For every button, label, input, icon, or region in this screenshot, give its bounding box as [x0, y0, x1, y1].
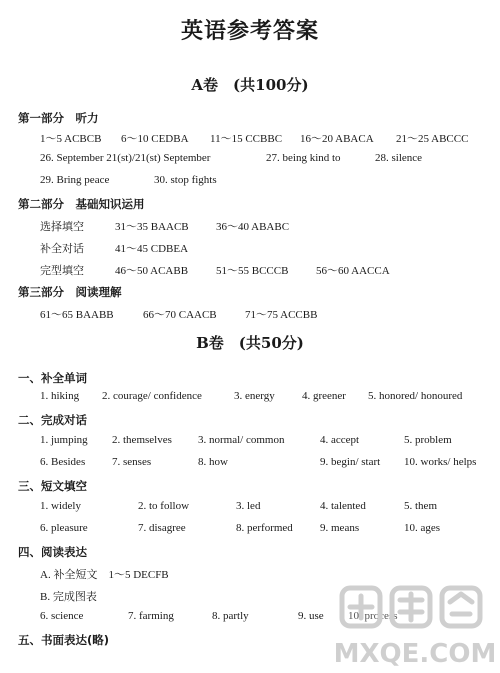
answer-label: 选择填空	[40, 221, 84, 233]
answer-item: 9. use	[298, 610, 324, 622]
answer-item: 5. them	[404, 500, 437, 512]
answer-item: 3. normal/ common	[198, 434, 285, 446]
answer-row	[0, 610, 500, 626]
answer-item: 6. science	[40, 610, 84, 622]
answer-item: 5. honored/ honoured	[368, 390, 463, 402]
answer-item: 8. how	[198, 456, 228, 468]
section-b1-word-completion: 一、补全单词	[18, 371, 87, 385]
answer-item: 3. energy	[234, 390, 275, 402]
answer-row	[0, 174, 500, 190]
answer-item: B. 完成图表	[40, 591, 97, 603]
answer-item: 31～35 BAACB	[115, 221, 189, 233]
answer-item: 4. greener	[302, 390, 346, 402]
answer-item: 27. being kind to	[266, 152, 341, 164]
answer-item: 8. performed	[236, 522, 293, 534]
answer-label: 完型填空	[40, 265, 84, 277]
watermark-text: MXQE.COM	[333, 639, 497, 669]
answer-item: 7. senses	[112, 456, 152, 468]
answer-item: 36～40 ABABC	[216, 221, 290, 233]
answer-item: 30. stop fights	[154, 174, 217, 186]
answer-label: 补全对话	[40, 243, 84, 255]
answer-item: 4. accept	[320, 434, 360, 446]
section-part2-basic-knowledge: 第二部分 基础知识运用	[18, 197, 145, 211]
answer-row	[0, 130, 500, 146]
answer-item: 28. silence	[375, 152, 423, 164]
answer-item: 56～60 AACCA	[316, 265, 390, 277]
answer-item: 41～45 CDBEA	[115, 243, 189, 255]
answer-row	[0, 566, 500, 582]
answer-row	[0, 588, 500, 604]
answer-item: A. 补全短文 1～5 DECFB	[40, 569, 169, 581]
section-part1-listening: 第一部分 听力	[18, 111, 99, 125]
answer-row	[0, 218, 500, 234]
answer-item: 16～20 ABACA	[300, 133, 374, 145]
answer-item: 29. Bring peace	[40, 174, 110, 186]
section-b4-reading-expression: 四、阅读表达	[18, 545, 87, 559]
answer-item: 2. courage/ confidence	[102, 390, 202, 402]
answer-item: 8. partly	[212, 610, 249, 622]
answer-item: 10. works/ helps	[404, 456, 477, 468]
answer-item: 6. Besides	[40, 456, 86, 468]
answer-item: 26. September 21(st)/21(st) September	[40, 152, 211, 164]
answer-item: 2. to follow	[138, 500, 190, 512]
page-title: 英语参考答案	[180, 19, 319, 44]
section-b5-writing: 五、书面表达(略)	[18, 633, 110, 647]
answer-row	[0, 152, 500, 168]
section-b3-passage-fill: 三、短文填空	[18, 479, 87, 493]
volume-a-heading: A卷 (共100分)	[191, 76, 309, 94]
answer-item: 4. talented	[320, 500, 366, 512]
answer-item: 46～50 ACABB	[115, 265, 189, 277]
answer-row	[0, 262, 500, 278]
answer-item: 71～75 ACCBB	[245, 309, 318, 321]
answer-row	[0, 306, 500, 322]
answer-item: 1. hiking	[40, 390, 80, 402]
answer-row	[0, 390, 500, 406]
answer-item: 5. problem	[404, 434, 452, 446]
answer-item: 7. disagree	[138, 522, 186, 534]
answer-item: 66～70 CAACB	[143, 309, 217, 321]
answer-item: 1～5 ACBCB	[40, 133, 102, 145]
answer-item: 10. process	[348, 610, 398, 622]
section-part3-reading: 第三部分 阅读理解	[18, 285, 122, 299]
answer-item: 11～15 CCBBC	[210, 133, 283, 145]
answer-row	[0, 240, 500, 256]
answer-item: 21～25 ABCCC	[396, 133, 469, 145]
answer-item: 61～65 BAABB	[40, 309, 114, 321]
volume-b-heading: B卷 (共50分)	[196, 334, 304, 352]
answer-item: 10. ages	[404, 522, 441, 534]
answer-item: 1. widely	[40, 500, 81, 512]
answer-item: 51～55 BCCCB	[216, 265, 289, 277]
answer-item: 1. jumping	[40, 434, 88, 446]
answer-item: 9. begin/ start	[320, 456, 381, 468]
answer-item: 2. themselves	[112, 434, 172, 446]
answer-row	[0, 500, 500, 516]
answer-item: 3. led	[236, 500, 261, 512]
answer-row	[0, 434, 500, 450]
section-b2-dialogue: 二、完成对话	[18, 413, 87, 427]
answer-row	[0, 522, 500, 538]
answer-row	[0, 456, 500, 472]
answer-item: 6～10 CEDBA	[121, 133, 189, 145]
answer-item: 6. pleasure	[40, 522, 88, 534]
answer-item: 7. farming	[128, 610, 174, 622]
answer-item: 9. means	[320, 522, 360, 534]
